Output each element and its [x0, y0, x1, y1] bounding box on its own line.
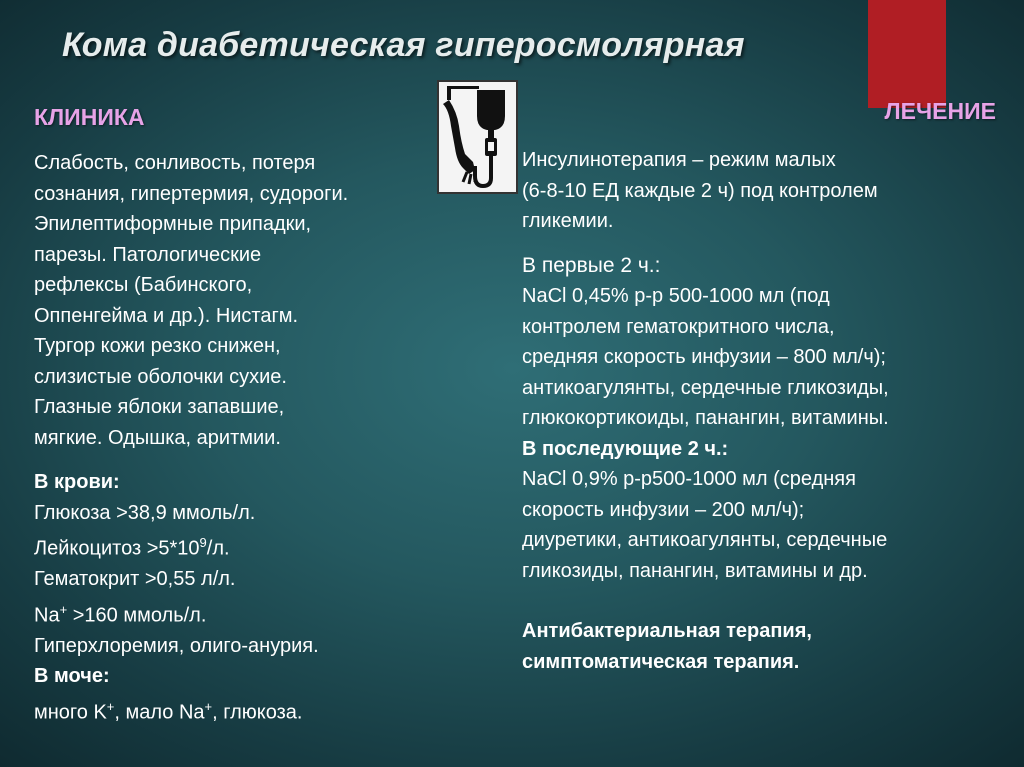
- first-hours-line: контролем гематокритного числа,: [522, 315, 835, 338]
- first-hours-line: средняя скорость инфузии – 800 мл/ч);: [522, 346, 886, 368]
- insulin-line: (6-8-10 ЕД каждые 2 ч) под контролем: [522, 179, 878, 202]
- next-hours-line: скорость инфузии – 200 мл/ч);: [522, 498, 805, 521]
- treatment-column: [522, 145, 1002, 677]
- slide-title: Кома диабетическая гиперосмолярная: [62, 26, 745, 64]
- blood-hematocrit: Гематокрит >0,55 л/л.: [34, 568, 236, 591]
- next-hours-line: NaCl 0,9% р-р500-1000 мл (средняя: [522, 468, 856, 490]
- clinic-line: Эпилептиформные припадки,: [34, 213, 312, 235]
- clinic-line: Глазные яблоки запавшие,: [34, 396, 285, 418]
- urine-line: много K+, мало Na+, глюкоза.: [34, 698, 303, 724]
- first-hours-line: антикоагулянты, сердечные гликозиды,: [522, 376, 889, 399]
- insulin-line: гликемии.: [522, 210, 614, 232]
- clinic-line: мягкие. Одышка, аритмии.: [34, 426, 281, 449]
- blood-glucose: Глюкоза >38,9 ммоль/л.: [34, 501, 256, 524]
- clinic-column: [34, 148, 454, 728]
- treatment-heading: ЛЕЧЕНИЕ: [884, 98, 996, 124]
- clinic-line: Тургор кожи резко снижен,: [34, 335, 281, 357]
- clinic-line: сознания, гипертермия, судороги.: [34, 182, 349, 205]
- urine-heading: В моче:: [34, 665, 110, 688]
- blood-sodium: Na+ >160 ммоль/л.: [34, 601, 207, 627]
- insulin-line: Инсулинотерапия – режим малых: [522, 149, 836, 171]
- clinic-line: парезы. Патологические: [34, 243, 262, 266]
- final-therapy-line: Антибактериальная терапия,: [522, 620, 812, 642]
- blood-heading: В крови:: [34, 471, 120, 493]
- blood-leukocytosis: Лейкоцитоз $>5*10^9/л$.: [34, 535, 230, 560]
- final-therapy-line: симптоматическая терапия.: [522, 650, 800, 673]
- clinic-line: рефлексы (Бабинского,: [34, 274, 253, 296]
- next-hours-line: гликозиды, панангин, витамины и др.: [522, 559, 868, 582]
- clinic-line: слизистые оболочки сухие.: [34, 365, 287, 388]
- first-hours-line: NaCl 0,45% р-р 500-1000 мл (под: [522, 285, 830, 307]
- clinic-heading: КЛИНИКА: [34, 104, 145, 130]
- clinic-line: Слабость, сонливость, потеря: [34, 152, 316, 174]
- next-hours-line: диуретики, антикоагулянты, сердечные: [522, 529, 888, 551]
- red-accent-bar: [868, 0, 946, 108]
- first-hours-heading: В первые 2 ч.:: [522, 253, 661, 277]
- blood-other: Гиперхлоремия, олиго-анурия.: [34, 634, 319, 657]
- clinic-line: Оппенгейма и др.). Нистагм.: [34, 304, 299, 327]
- first-hours-line: глюкокортикоиды, панангин, витамины.: [522, 407, 889, 429]
- next-hours-heading: В последующие 2 ч.:: [522, 437, 729, 460]
